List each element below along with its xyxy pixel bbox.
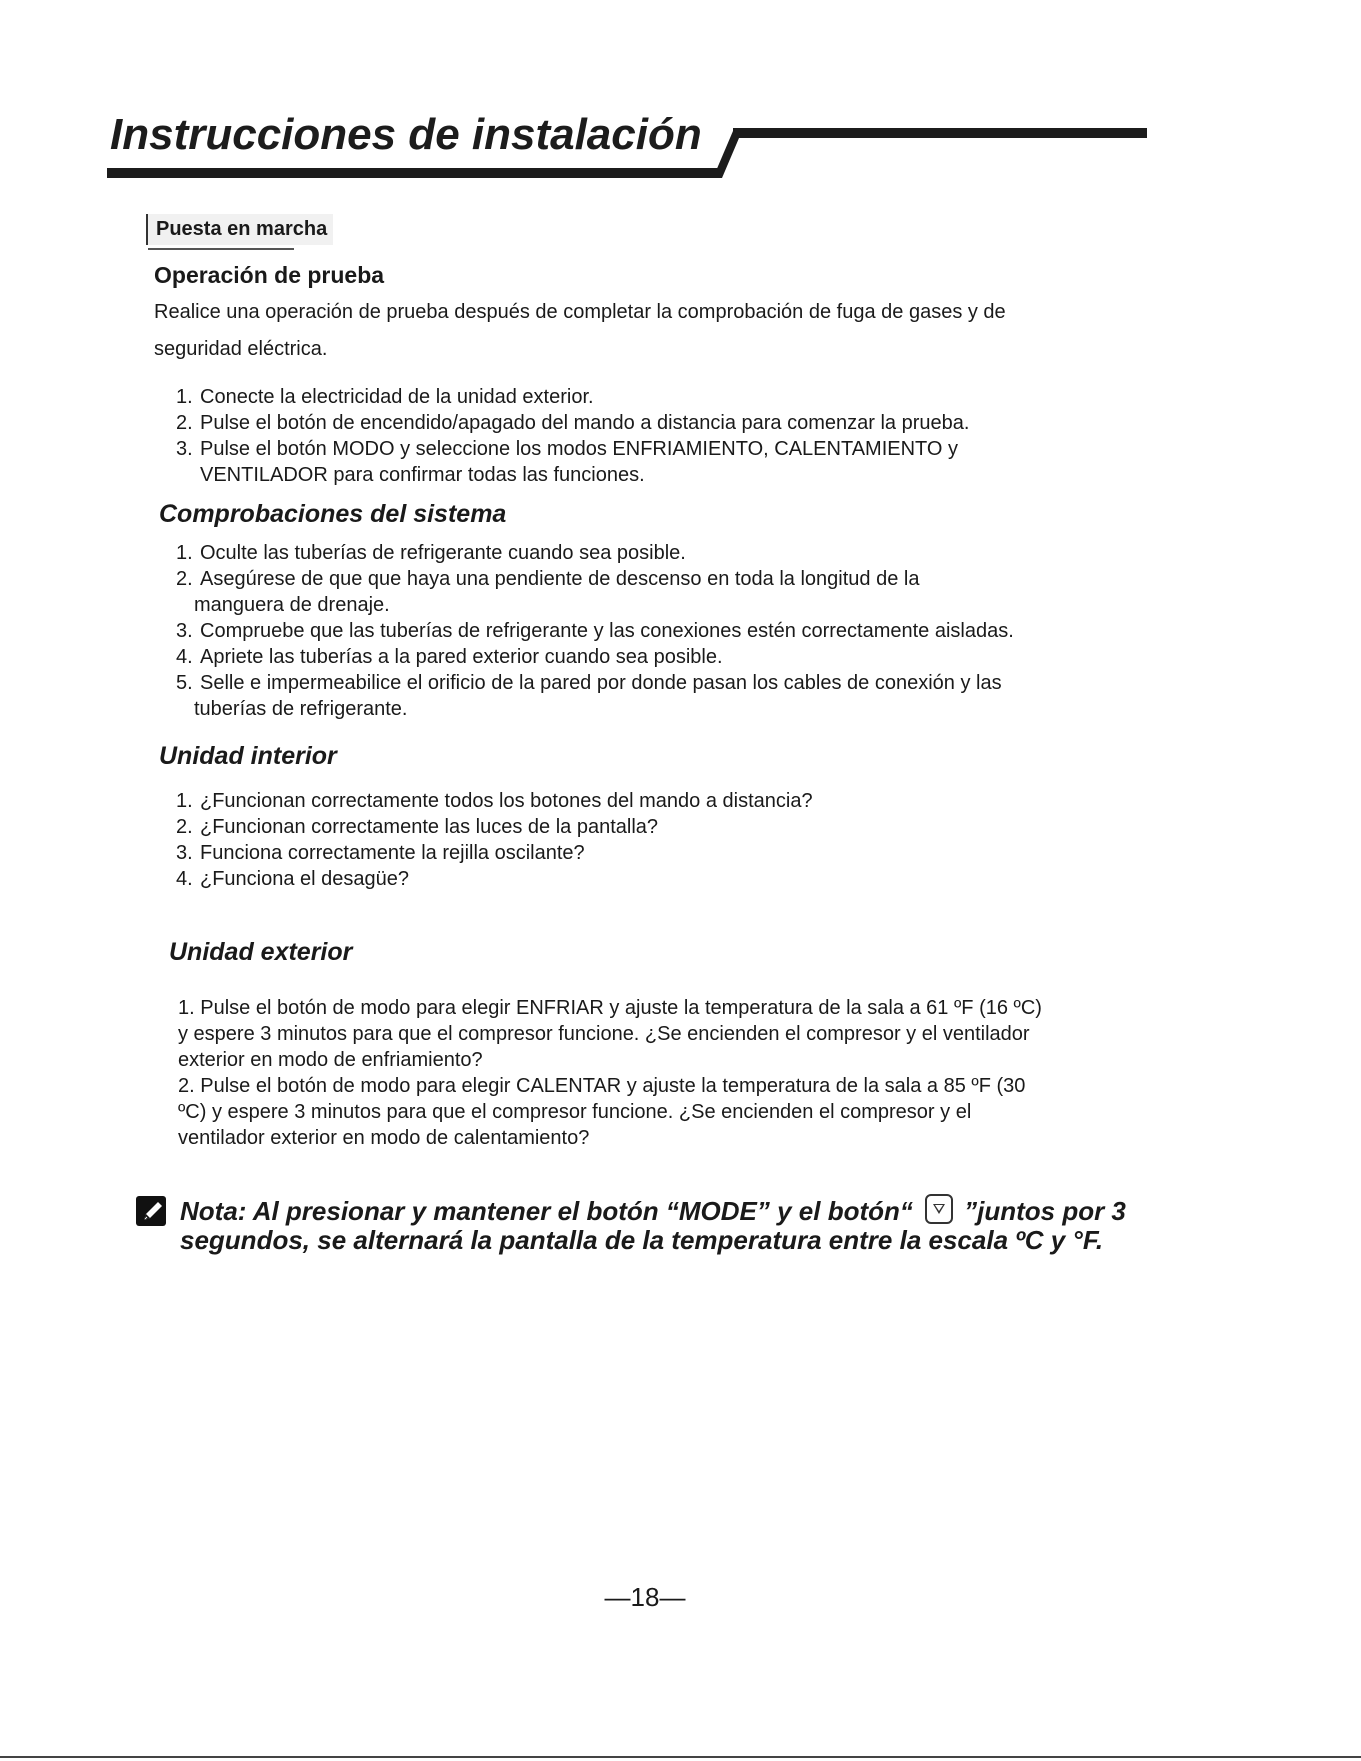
list-item: 2. ¿Funcionan correctamente las luces de la pantalla? bbox=[176, 816, 659, 838]
section-tab: Puesta en marcha bbox=[146, 214, 333, 245]
outdoor-unit-text bbox=[178, 995, 1178, 1151]
system-checks-heading: Comprobaciones del sistema bbox=[159, 500, 507, 528]
list-item: 1. ¿Funcionan correctamente todos los botones del mando a distancia? bbox=[176, 790, 813, 812]
test-operation-intro bbox=[154, 294, 1154, 368]
note-line-2: segundos, se alternará la pantalla de la temperatura entre la escala ºC y °F. bbox=[180, 1225, 1104, 1255]
outdoor-line: 1. Pulse el botón de modo para elegir ENFRIAR y ajuste la temperatura de la sala a 61 ºF (16 ºC) bbox=[178, 997, 1042, 1019]
note-part-1: Nota: Al presionar y mantener el botón “MODE” y el botón“ bbox=[180, 1196, 913, 1226]
list-item: 1. Oculte las tuberías de refrigerante cuando sea posible. bbox=[176, 542, 686, 564]
page-title: Instrucciones de instalación bbox=[110, 110, 702, 159]
list-item: 3. Compruebe que las tuberías de refrigerante y las conexiones estén correctamente aisladas. bbox=[176, 620, 1014, 642]
down-arrow-key-icon bbox=[925, 1194, 953, 1224]
intro-line-2: seguridad eléctrica. bbox=[154, 338, 328, 360]
outdoor-unit-heading: Unidad exterior bbox=[169, 938, 353, 966]
header-rule bbox=[0, 0, 1361, 200]
list-item: 3. Pulse el botón MODO y seleccione los modos ENFRIAMIENTO, CALENTAMIENTO y VENTILADOR para confirmar todas las funciones. bbox=[176, 438, 959, 486]
outdoor-line: exterior en modo de enfriamiento? bbox=[178, 1049, 483, 1071]
outdoor-line: ºC) y espere 3 minutos para que el compresor funcione. ¿Se encienden el compresor y el bbox=[178, 1101, 972, 1123]
indoor-unit-list bbox=[176, 788, 1176, 892]
bottom-edge-line bbox=[0, 1756, 1361, 1758]
indoor-unit-heading: Unidad interior bbox=[159, 742, 337, 770]
test-operation-heading: Operación de prueba bbox=[154, 262, 385, 288]
list-item: 4. Apriete las tuberías a la pared exterior cuando sea posible. bbox=[176, 646, 723, 668]
list-item: 3. Funciona correctamente la rejilla oscilante? bbox=[176, 842, 585, 864]
intro-line-1: Realice una operación de prueba después de completar la comprobación de fuga de gases y de bbox=[154, 301, 1006, 323]
note-text bbox=[180, 1194, 1160, 1255]
list-item: 2. Asegúrese de que que haya una pendiente de descenso en toda la longitud de la manguera de drenaje. bbox=[176, 568, 920, 616]
list-item: 4. ¿Funciona el desagüe? bbox=[176, 868, 410, 890]
pencil-note-icon bbox=[136, 1196, 166, 1226]
section-tab-underline bbox=[148, 248, 294, 250]
outdoor-line: 2. Pulse el botón de modo para elegir CALENTAR y ajuste la temperatura de la sala a 85 ºF (30 bbox=[178, 1075, 1026, 1097]
outdoor-line: ventilador exterior en modo de calentamiento? bbox=[178, 1127, 590, 1149]
page-number: —18— bbox=[604, 1582, 686, 1612]
list-item: 5. Selle e impermeabilice el orificio de la pared por donde pasan los cables de conexión y las tuberías de refrigerante. bbox=[176, 672, 1002, 720]
list-item: 2. Pulse el botón de encendido/apagado del mando a distancia para comenzar la prueba. bbox=[176, 412, 970, 434]
outdoor-line: y espere 3 minutos para que el compresor funcione. ¿Se encienden el compresor y el ventilador bbox=[178, 1023, 1030, 1045]
list-item: 1. Conecte la electricidad de la unidad exterior. bbox=[176, 386, 594, 408]
note-part-2: ”juntos por 3 bbox=[956, 1196, 1126, 1226]
system-checks-list bbox=[176, 540, 1276, 722]
test-operation-list bbox=[176, 384, 1176, 488]
